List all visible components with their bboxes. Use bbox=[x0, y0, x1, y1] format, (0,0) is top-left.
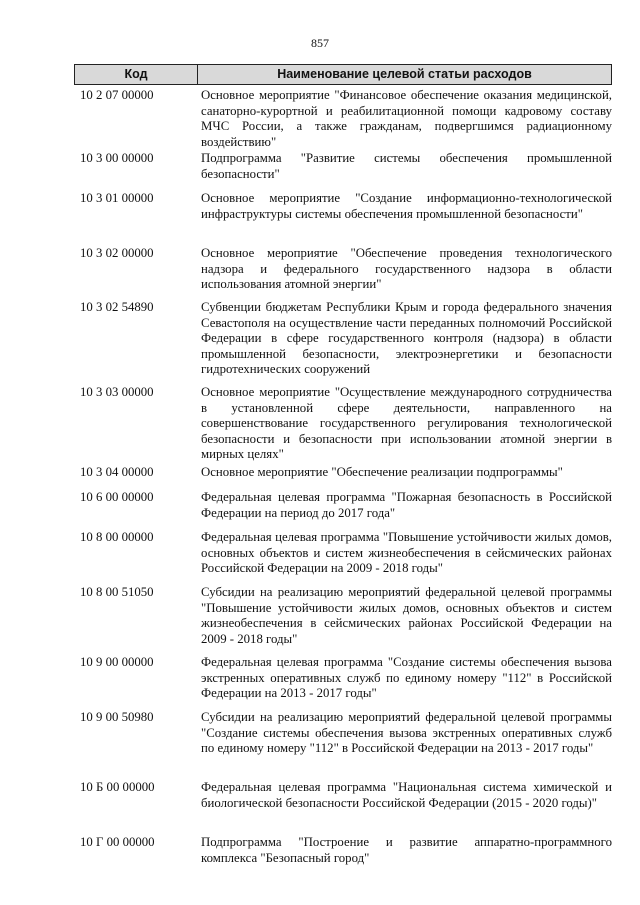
table-row bbox=[74, 465, 612, 490]
row-name: Основное мероприятие "Финансовое обеспечение оказания медицинской, санаторно-курортной и реабилитационной помощи кадровому составу МЧС России, а также гражданам, подвергшимся радиационному воздействию" bbox=[201, 88, 612, 149]
row-code: 10 Г 00 00000 bbox=[80, 835, 155, 849]
table-row bbox=[74, 835, 612, 875]
table-row bbox=[74, 655, 612, 710]
table-row bbox=[74, 246, 612, 300]
table-row bbox=[74, 88, 612, 151]
row-name: Федеральная целевая программа "Создание системы обеспечения вызова экстренных оперативных служб по единому номеру "112" в Российской Федерации на 2013 - 2017 годы" bbox=[201, 655, 612, 701]
row-name: Подпрограмма "Построение и развитие аппаратно-программного комплекса "Безопасный город" bbox=[201, 835, 612, 865]
table-row bbox=[74, 585, 612, 655]
header-code: Код bbox=[75, 65, 198, 84]
row-name: Субсидии на реализацию мероприятий федеральной целевой программы "Создание системы обеспечения вызова экстренных оперативных служб по единому номеру "112" в Российской Федерации на 2013 - 2017 годы" bbox=[201, 710, 612, 756]
row-name: Основное мероприятие "Обеспечение проведения технологического надзора и федерального государственного надзора в области использования атомной энергии" bbox=[201, 246, 612, 292]
row-code: 10 3 00 00000 bbox=[80, 151, 154, 165]
row-code: 10 9 00 00000 bbox=[80, 655, 154, 669]
page-number: 857 bbox=[311, 36, 329, 50]
row-name: Подпрограмма "Развитие системы обеспечения промышленной безопасности" bbox=[201, 151, 612, 181]
row-code: 10 Б 00 00000 bbox=[80, 780, 155, 794]
table-row bbox=[74, 490, 612, 530]
row-name: Федеральная целевая программа "Национальная система химической и биологической безопасности Российской Федерации (2015 - 2020 годы)" bbox=[201, 780, 612, 810]
row-name: Субвенции бюджетам Республики Крым и города федерального значения Севастополя на осуществление части переданных полномочий Российской Федерации в сфере государственного контроля (надзора) в области промышленной безопасности, электроэнергетики и безопасности гидротехнических сооружений bbox=[201, 300, 612, 377]
row-name: Федеральная целевая программа "Повышение устойчивости жилых домов, основных объектов и систем жизнеобеспечения в сейсмических районах Российской Федерации на 2009 - 2018 годы" bbox=[201, 530, 612, 576]
row-name: Основное мероприятие "Обеспечение реализации подпрограммы" bbox=[201, 465, 563, 479]
table-row bbox=[74, 780, 612, 835]
table-row bbox=[74, 530, 612, 585]
table-row bbox=[74, 385, 612, 465]
row-code: 10 3 01 00000 bbox=[80, 191, 154, 205]
header-name: Наименование целевой статьи расходов bbox=[277, 67, 532, 81]
row-name: Субсидии на реализацию мероприятий федеральной целевой программы "Повышение устойчивости жилых домов, основных объектов и систем жизнеобеспечения в сейсмических районах Российской Федерации на 2009 - 2018 годы" bbox=[201, 585, 612, 646]
row-code: 10 3 02 54890 bbox=[80, 300, 154, 314]
row-code: 10 8 00 51050 bbox=[80, 585, 154, 599]
table-row bbox=[74, 300, 612, 385]
table-header bbox=[74, 64, 612, 85]
row-name: Основное мероприятие "Осуществление международного сотрудничества в установленной сфере деятельности, направленного на совершенствование государственного регулирования технологической безопасности и безопасности при использовании атомной энергии в мирных целях" bbox=[201, 385, 612, 462]
row-code: 10 9 00 50980 bbox=[80, 710, 154, 724]
row-code: 10 3 03 00000 bbox=[80, 385, 154, 399]
row-name: Федеральная целевая программа "Пожарная безопасность в Российской Федерации на период до 2017 года" bbox=[201, 490, 612, 520]
table-row bbox=[74, 710, 612, 780]
row-code: 10 6 00 00000 bbox=[80, 490, 154, 504]
row-name: Основное мероприятие "Создание информационно-технологической инфраструктуры системы обеспечения промышленной безопасности" bbox=[201, 191, 612, 221]
table-row bbox=[74, 151, 612, 191]
budget-items-table bbox=[74, 64, 612, 875]
row-code: 10 3 04 00000 bbox=[80, 465, 154, 479]
table-row bbox=[74, 191, 612, 246]
row-code: 10 8 00 00000 bbox=[80, 530, 154, 544]
row-code: 10 3 02 00000 bbox=[80, 246, 154, 260]
row-code: 10 2 07 00000 bbox=[80, 88, 154, 102]
